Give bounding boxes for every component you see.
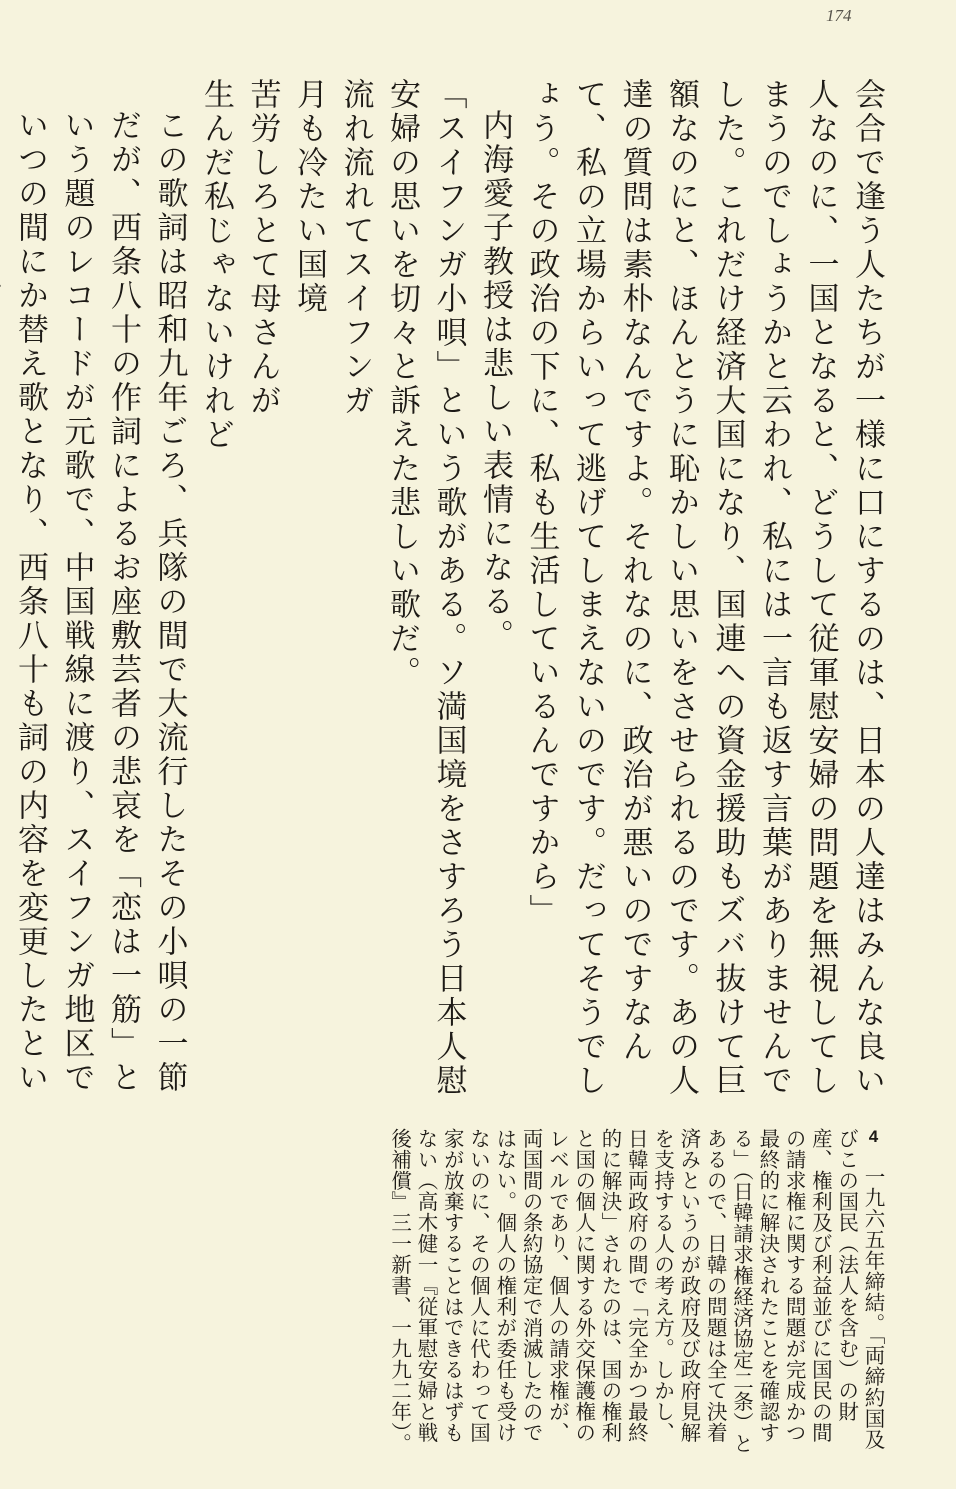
verse-line-3: 苦労しろとて母さんが: [244, 78, 281, 418]
paragraph-song-intro: 「スイフンガ小唄」という歌がある。ソ満国境をさすろう日本人慰安婦の思いを切々と訴えた悲しい歌だ。: [384, 78, 467, 1098]
paragraph-lyrics-origin: この歌詞は昭和九年ごろ、兵隊の間で大流行したその小唄の一節だが、西条八十の作詞によるお座敷芸者の悲哀を「恋は一筋」という題のレコードが元歌で、中国戦線に渡り、スイフンガ地区でいつの間にか替え歌となり、西条八十も詞の内容を変更したとい: [12, 109, 188, 1095]
footnote: [386, 1128, 886, 1461]
main-text: [0, 78, 890, 1123]
verse-line-2: 月も冷たい国境: [291, 78, 327, 316]
page-number: 174: [826, 6, 852, 25]
verse-line-1: 流れ流れてスイフンガ: [337, 78, 374, 418]
verse-line-4: 生んだ私じゃないけれど: [198, 78, 234, 452]
footnote-number: 4: [868, 1128, 879, 1145]
paragraph-quote-end: 会合で逢う人たちが一様に口にするのは、日本の人達はみんな良い人なのに、一国となると、どうして従軍慰安婦の問題を無視してしまうのでしょうかと云われ、私には一言も返す言葉がありませんでした。これだけ経済大国になり、国連への資金援助もズバ抜けて巨額なのにと、ほんとうに恥かしい思いをさせられるのです。あの人達の質問は素朴なんですよ。それなのに、政治が悪いのですなんて、私の立場からいって逃げてしまえないのです。だってそうでしょう。その政治の下に、私も生活しているんですから」: [523, 78, 885, 1098]
footnote-text: 一九六五年締結。「両締約国及びこの国民（法人を含む）の財産、権利及び利益並びに国民の間の請求権に関する問題が完成かつ最終的に解決されたことを確認する」（日韓請求権経済協定二条）とあるので、日韓の問題は全て決着済みというのが政府及び政府見解を支持する人の考え方。しかし、日韓両政府の間で「完全かつ最終的に解決」されたのは、国の権利と国の個人に関する外交保護権のレベルであり、個人の請求権が、両国間の条約協定で消滅したのではない。個人の権利が委任も受けないのに、その個人に代わって国家が放棄することはできるはずもない（高木健一『従軍慰安婦と戦後補償』三一新書、一九九二年）。: [387, 1128, 885, 1454]
paragraph-professor: 内海愛子教授は悲しい表情になる。: [477, 109, 513, 653]
